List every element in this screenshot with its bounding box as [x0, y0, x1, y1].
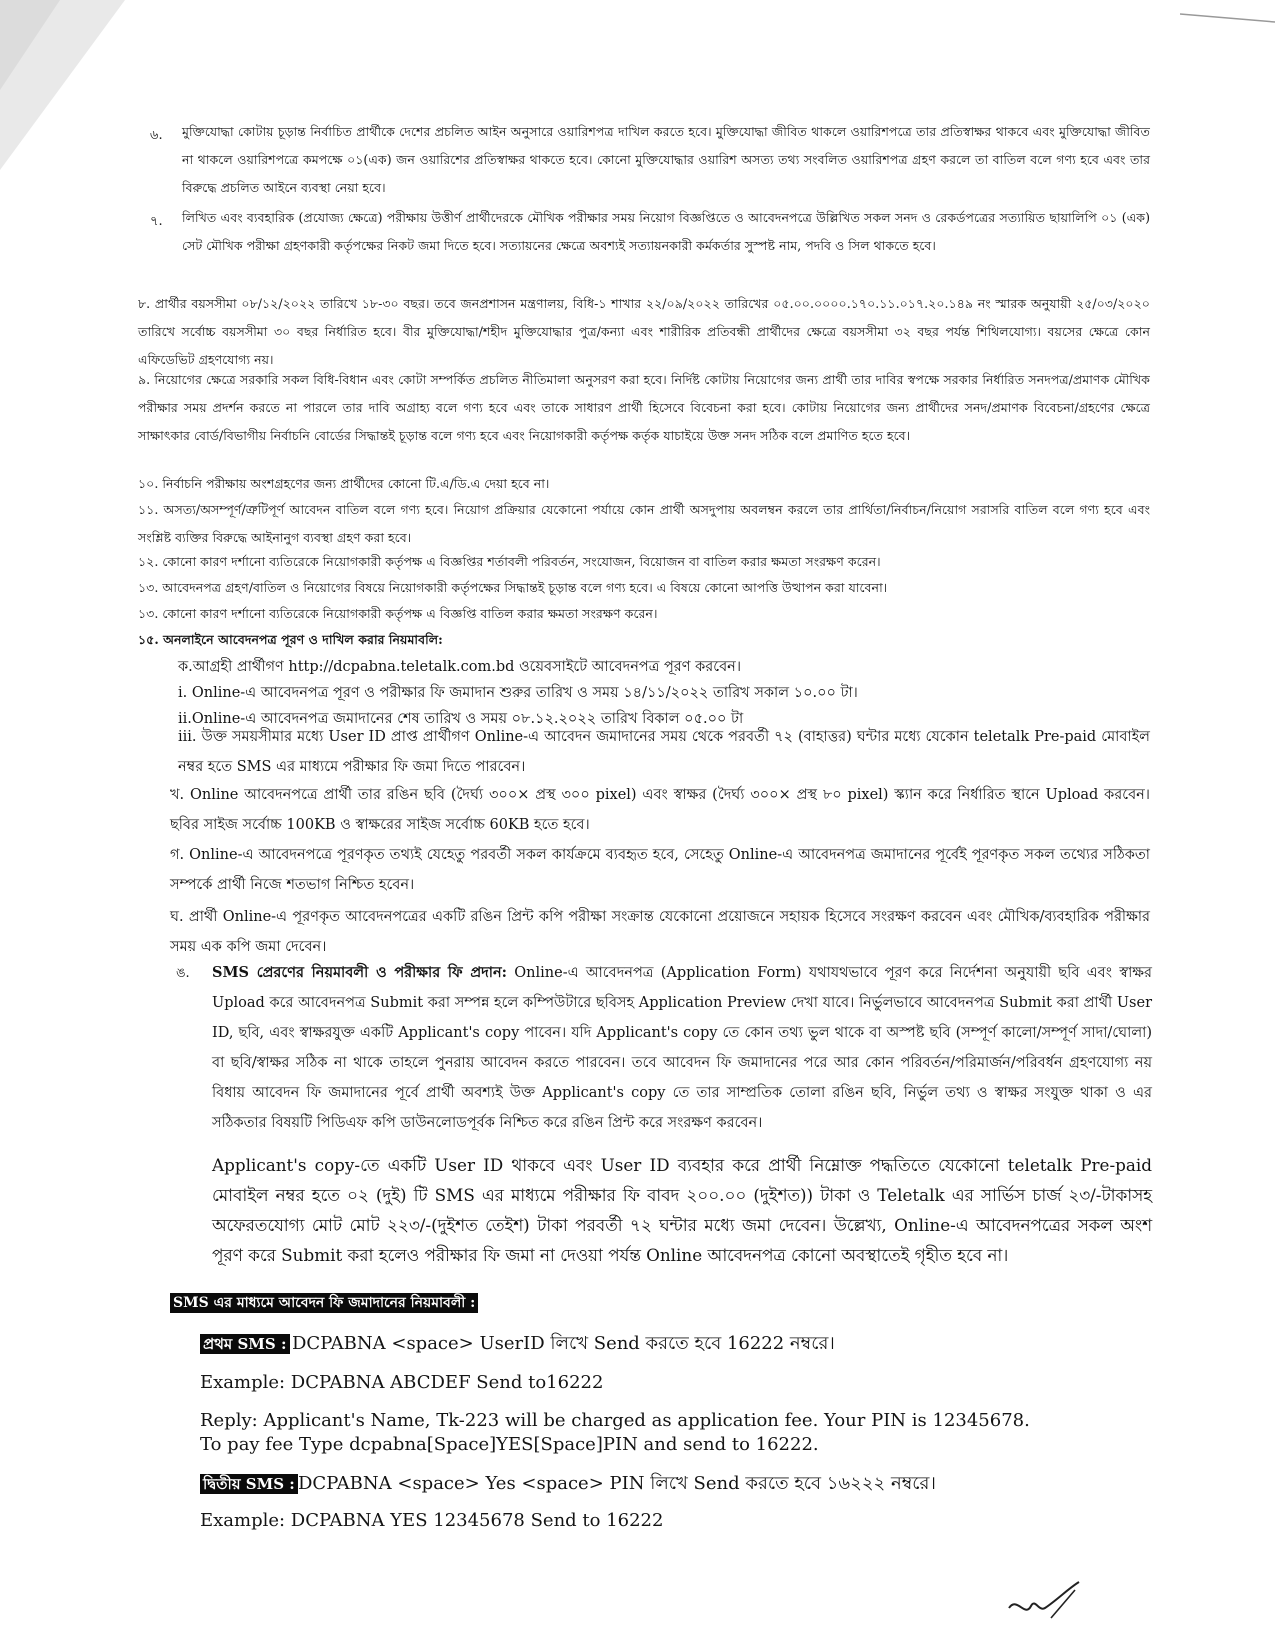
- first-sms-instruction: DCPABNA <space> UserID লিখে Send করতে হবে 16222 নম্বরে।: [292, 1333, 835, 1354]
- para-6: মুক্তিযোদ্ধা কোটায় চূড়ান্ত নির্বাচিত প্রার্থীকে দেশের প্রচলিত আইন অনুসারে ওয়ারিশপত্র দাখিল করতে হবে। মুক্তিযোদ্ধা জীবিত থাকলে ওয়ারিশপত্রে তার প্রতিস্বাক্ষর থাকবে এবং মুক্তিযোদ্ধা জীবিত না থাকলে ওয়ারিশপত্রে কমপক্ষে ০১(এক) জন ওয়ারিশের প্রতিস্বাক্ষর থাকতে হবে। কোনো মুক্তিযোদ্ধার ওয়ারিশ অসত্য তথ্য সংবলিত ওয়ারিশপত্র গ্রহণ করলে তা বাতিল বলে গণ্য হবে এবং তার বিরুদ্ধে প্রচলিত আইনে ব্যবস্থা নেয়া হবে।: [182, 124, 1150, 195]
- para-6-number: ৬.: [150, 128, 163, 143]
- reply-line-1: Reply: Applicant's Name, Tk-223 will be charged as application fee. Your PIN is 12345678.: [200, 1410, 1030, 1431]
- para-7-number: ৭.: [150, 214, 163, 229]
- online-gha: ঘ. প্রার্থী Online-এ পূরণকৃত আবেদনপত্রের একটি রঙিন প্রিন্ট কপি পরীক্ষা সংক্রান্ত যেকোনো প্রয়োজনে সহায়ক হিসেবে সংরক্ষণ করবেন এবং মৌখিক/ব্যবহারিক পরীক্ষার সময় এক কপি জমা দেবেন।: [170, 909, 1150, 955]
- online-iii: iii. উক্ত সময়সীমার মধ্যে User ID প্রাপ্ত প্রার্থীগণ Online-এ আবেদন জমাদানের সময় থেকে পরবর্তী ৭২ (বাহাত্তর) ঘন্টার মধ্যে যেকোন teletalk Pre-paid মোবাইল নম্বর হতে SMS এর মাধ্যমে পরীক্ষার ফি জমা দিতে পারবেন।: [178, 729, 1150, 775]
- sms-rules-heading: SMS এর মাধ্যমে আবেদন ফি জমাদানের নিয়মাবলী :: [170, 1293, 478, 1313]
- para-7: লিখিত এবং ব্যবহারিক (প্রযোজ্য ক্ষেত্রে) পরীক্ষায় উত্তীর্ণ প্রার্থীদেরকে মৌখিক পরীক্ষার সময় নিয়োগ বিজ্ঞপ্তিতে ও আবেদনপত্রে উল্লিখিত সকল সনদ ও রেকর্ডপত্রের সত্যায়িত ছায়ালিপি ০১ (এক) সেট মৌখিক পরীক্ষা গ্রহণকারী কর্তৃপক্ষের নিকট জমা দিতে হবে। সত্যায়নের ক্ষেত্রে অবশ্যই সত্যায়নকারী কর্মকর্তার সুস্পষ্ট নাম, পদবি ও সিল থাকতে হবে।: [182, 210, 1150, 253]
- para-13b: ১৩. কোনো কারণ দর্শানো ব্যতিরেকে নিয়োগকারী কর্তৃপক্ষ এ বিজ্ঞপ্তি বাতিল করার ক্ষমতা সংরক্ষণ করেন।: [138, 606, 658, 621]
- first-sms-label: প্রথম SMS :: [200, 1334, 290, 1354]
- second-sms-instruction: DCPABNA <space> Yes <space> PIN লিখে Send করতে হবে ১৬২২২ নম্বরে।: [298, 1473, 936, 1494]
- second-sms-label: দ্বিতীয় SMS :: [200, 1474, 298, 1494]
- umo-heading: SMS প্রেরণের নিয়মাবলী ও পরীক্ষার ফি প্রদান:: [212, 964, 508, 981]
- second-sms-example: Example: DCPABNA YES 12345678 Send to 16222: [200, 1510, 664, 1531]
- online-ga: গ. Online-এ আবেদনপত্রে পূরণকৃত তথ্যই যেহেতু পরবর্তী সকল কার্যক্রমে ব্যবহৃত হবে, সেহেতু Online-এ আবেদনপত্র জমাদানের পূর্বেই পূরণকৃত সকল তথ্যের সঠিকতা সম্পর্কে প্রার্থী নিজে শতভাগ নিশ্চিত হবেন।: [170, 847, 1150, 893]
- online-umo: [212, 958, 1152, 1138]
- reply-line-2: To pay fee Type dcpabna[Space]YES[Space]PIN and send to 16222.: [200, 1434, 819, 1455]
- para-9: ৯. নিয়োগের ক্ষেত্রে সরকারি সকল বিধি-বিধান এবং কোটা সম্পর্কিত প্রচলিত নীতিমালা অনুসরণ করা হবে। নির্দিষ্ট কোটায় নিয়োগের জন্য প্রার্থী তার দাবির স্বপক্ষে সরকার নির্ধারিত সনদপত্র/প্রমাণক মৌখিক পরীক্ষার সময় প্রদর্শন করতে না পারলে তার দাবি অগ্রাহ্য বলে গণ্য হবে এবং তাকে সাধারণ প্রার্থী হিসেবে বিবেচনা করা হবে। কোটায় নিয়োগের জন্য প্রার্থীদের সনদ/প্রমাণক বিবেচনা/গ্রহণের ক্ষেত্রে সাক্ষাৎকার বোর্ড/বিভাগীয় নির্বাচনি বোর্ডের সিদ্ধান্তই চূড়ান্ত বলে গণ্য হবে এবং নিয়োগকারী কর্তৃপক্ষ কর্তৃক যাচাইয়ে উক্ত সনদ সঠিক বলে প্রমাণিত হতে হবে।: [138, 372, 1150, 443]
- para-11: ১১. অসত্য/অসম্পূর্ণ/ত্রুটিপূর্ণ আবেদন বাতিল বলে গণ্য হবে। নিয়োগ প্রক্রিয়ার যেকোনো পর্যায়ে কোন প্রার্থী অসদুপায় অবলম্বন করলে তার প্রার্থিতা/নির্বাচন/নিয়োগ সরাসরি বাতিল বলে গণ্য হবে এবং সংশ্লিষ্ট ব্যক্তির বিরুদ্ধে আইনানুগ ব্যবস্থা গ্রহণ করা হবে।: [138, 502, 1150, 545]
- page-corner-edge: [1180, 0, 1275, 30]
- first-sms-example: Example: DCPABNA ABCDEF Send to16222: [200, 1372, 604, 1393]
- para-10: ১০. নির্বাচনি পরীক্ষায় অংশগ্রহণের জন্য প্রার্থীদের কোনো টি.এ/ডি.এ দেয়া হবে না।: [138, 476, 550, 491]
- online-i: i. Online-এ আবেদনপত্র পূরণ ও পরীক্ষার ফি জমাদান শুরুর তারিখ ও সময় ১৪/১১/২০২২ তারিখ সকাল ১০.০০ টা।: [178, 685, 858, 701]
- umo-text: Online-এ আবেদনপত্র (Application Form) যথাযথভাবে পূরণ করে নির্দেশনা অনুযায়ী ছবি এবং স্বাক্ষর Upload করে আবেদনপত্র Submit করা সম্পন্ন হলে কম্পিউটারে ছবিসহ Application Preview দেখা যাবে। নির্ভুলভাবে আবেদনপত্র Submit করা প্রার্থী User ID, ছবি, এবং স্বাক্ষরযুক্ত একটি Applicant's copy পাবেন। যদি Applicant's copy তে কোন তথ্য ভুল থাকে বা অস্পষ্ট ছবি (সম্পূর্ণ কালো/সম্পূর্ণ সাদা/ঘোলা) বা ছবি/স্বাক্ষর সঠিক না থাকে তাহলে পুনরায় আবেদন করতে পারবেন। তবে আবেদন ফি জমাদানের পরে আর কোন পরিবর্তন/পরিমার্জন/পরিবর্ধন গ্রহণযোগ্য নয় বিধায় আবেদন ফি জমাদানের পূর্বে প্রার্থী অবশ্যই উক্ত Applicant's copy তে তার সাম্প্রতিক তোলা রঙিন ছবি, নির্ভুল তথ্য ও স্বাক্ষর সংযুক্ত থাকা ও এর সঠিকতার বিষয়টি পিডিএফ কপি ডাউনলোডপূর্বক নিশ্চিত করে রঙিন প্রিন্ট করে সংরক্ষণ করবেন।: [212, 965, 1153, 1131]
- signature-mark: [1005, 1578, 1085, 1628]
- para-13a: ১৩. আবেদনপত্র গ্রহণ/বাতিল ও নিয়োগের বিষয়ে নিয়োগকারী কর্তৃপক্ষের সিদ্ধান্তই চূড়ান্ত বলে গণ্য হবে। এ বিষয়ে কোনো আপত্তি উত্থাপন করা যাবেনা।: [138, 580, 888, 595]
- para-15-heading: ১৫. অনলাইনে আবেদনপত্র পূরণ ও দাখিল করার নিয়মাবলি:: [138, 632, 443, 647]
- online-ii: ii.Online-এ আবেদনপত্র জমাদানের শেষ তারিখ ও সময় ০৮.১২.২০২২ তারিখ বিকাল ০৫.০০ টা: [178, 711, 744, 727]
- applicant-copy-para: Applicant's copy-তে একটি User ID থাকবে এবং User ID ব্যবহার করে প্রার্থী নিম্নোক্ত পদ্ধতিতে যেকোনো teletalk Pre-paid মোবাইল নম্বর হতে ০২ (দুই) টি SMS এর মাধ্যমে পরীক্ষার ফি বাবদ ২০০.০০ (দুইশত)) টাকা ও Teletalk এর সার্ভিস চার্জ ২৩/-টাকাসহ অফেরতযোগ্য মোট মোট ২২৩/-(দুইশত তেইশ) টাকা পরবর্তী ৭২ ঘন্টার মধ্যে জমা দেবেন। উল্লেখ্য, Online-এ আবেদনপত্রের সকল অংশ পূরণ করে Submit করা হলেও পরীক্ষার ফি জমা না দেওয়া পর্যন্ত Online আবেদনপত্র কোনো অবস্থাতেই গৃহীত হবে না।: [212, 1155, 1152, 1265]
- para-8: ৮. প্রার্থীর বয়সসীমা ০৮/১২/২০২২ তারিখে ১৮-৩০ বছর। তবে জনপ্রশাসন মন্ত্রণালয়, বিধি-১ শাখার ২২/০৯/২০২২ তারিখের ০৫.০০.০০০০.১৭০.১১.০১৭.২০.১৪৯ নং স্মারক অনুযায়ী ২৫/০৩/২০২০ তারিখে সর্বোচ্চ বয়সসীমা ৩০ বছর নির্ধারিত হবে। বীর মুক্তিযোদ্ধা/শহীদ মুক্তিযোদ্ধার পুত্র/কন্যা এবং শারীরিক প্রতিবন্ধী প্রার্থীদের ক্ষেত্রে বয়সসীমা ৩২ বছর পর্যন্ত শিথিলযোগ্য। বয়সের ক্ষেত্রে কোন এফিডেভিট গ্রহণযোগ্য নয়।: [138, 296, 1150, 367]
- page-fold-shadow: [0, 0, 200, 200]
- online-kha: খ. Online আবেদনপত্রে প্রার্থী তার রঙিন ছবি (দৈর্ঘ্য ৩০০× প্রস্থ ৩০০ pixel) এবং স্বাক্ষর (দৈর্ঘ্য ৩০০× প্রস্থ ৮০ pixel) স্ক্যান করে নির্ধারিত স্থানে Upload করবেন। ছবির সাইজ সর্বোচ্চ 100KB ও স্বাক্ষরের সাইজ সর্বোচ্চ 60KB হতে হবে।: [170, 787, 1150, 833]
- online-ka: ক.আগ্রহী প্রার্থীগণ http://dcpabna.teletalk.com.bd ওয়েবসাইটে আবেদনপত্র পূরণ করবেন।: [178, 659, 742, 675]
- para-12: ১২. কোনো কারণ দর্শানো ব্যতিরেকে নিয়োগকারী কর্তৃপক্ষ এ বিজ্ঞপ্তির শর্তাবলী পরিবর্তন, সংযোজন, বিয়োজন বা বাতিল করার ক্ষমতা সংরক্ষণ করেন।: [138, 554, 881, 569]
- online-umo-number: ঙ.: [176, 966, 190, 981]
